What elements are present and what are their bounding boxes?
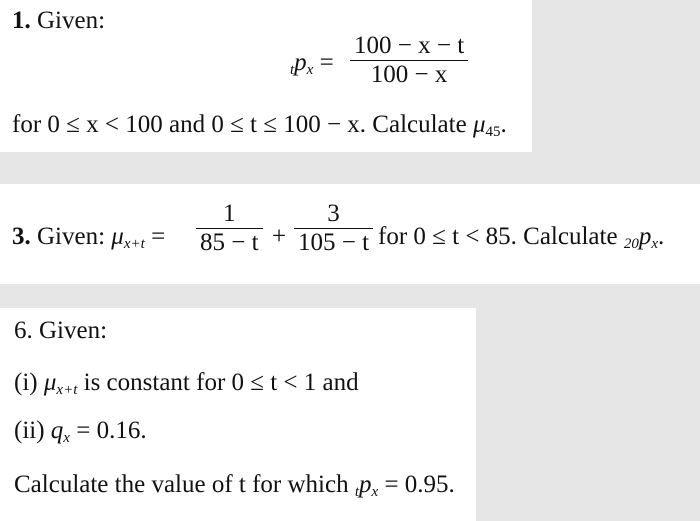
problem-6-question [14, 470, 455, 500]
problem-3-frac1-den: 85 − t [200, 229, 259, 256]
problem-1-number: 1. [12, 7, 31, 34]
problem-1-card [0, 0, 532, 152]
problem-6-label: Given: [39, 317, 108, 344]
problem-6-item2-text: = 0.16. [76, 417, 147, 444]
problem-6-item-1 [14, 368, 359, 398]
problem-6-item1-sub: x+t [56, 382, 78, 398]
problem-6-q-sub: x [371, 484, 379, 500]
problem-1-heading [12, 6, 105, 36]
problem-3-fraction-1 [196, 200, 263, 257]
problem-6-item1-prefix: (i) [14, 369, 38, 396]
problem-6-q-end: = 0.95. [384, 471, 455, 498]
problem-3-frac2-den: 105 − t [298, 229, 370, 256]
problem-1-target-var: μ [472, 111, 486, 138]
problem-1-denominator: 100 − x [370, 61, 448, 88]
problem-3-lhs-sub: x+t [123, 236, 145, 252]
problem-6-item2-prefix: (ii) [14, 417, 45, 444]
problem-1-lhs [290, 48, 334, 78]
problem-1-equals: = [319, 49, 334, 76]
problem-3-equals: = [151, 223, 166, 250]
problem-3-card [0, 184, 700, 284]
problem-6-item2-sub: x [63, 430, 70, 446]
problem-1-lhs-var: p [294, 49, 307, 76]
problem-3-frac2-num: 3 [327, 200, 340, 227]
problem-6-q-presub: t [354, 484, 360, 500]
problem-1-lhs-presub: t [290, 62, 295, 78]
problem-1-fraction [350, 32, 468, 89]
problem-3-target-sub: x [651, 236, 658, 252]
problem-1-condition: for 0 ≤ x < 100 and 0 ≤ t ≤ 100 − x. Calculate [12, 111, 467, 138]
problem-1-target-sub: 45 [485, 124, 501, 140]
problem-3-label: Given: [37, 223, 106, 250]
problem-6-card [0, 308, 476, 521]
problem-3-fraction-2 [294, 200, 373, 257]
problem-6-item1-text: is constant for 0 ≤ t < 1 and [83, 369, 359, 396]
problem-3-lhs-var: μ [111, 223, 124, 250]
problem-3-number: 3. [12, 223, 31, 250]
problem-3-target-var: p [638, 223, 652, 250]
problem-3-condition-line [378, 222, 664, 252]
problem-6-item-2 [14, 416, 147, 446]
problem-6-question-text: Calculate the value of t for which [14, 471, 349, 498]
problem-3-end: . [658, 223, 665, 250]
problem-3-frac1-num: 1 [223, 200, 236, 227]
problem-1-numerator: 100 − x − t [354, 32, 465, 59]
problem-3-target-presub: 20 [623, 236, 639, 252]
problem-1-condition-line [12, 110, 507, 140]
problem-6-item2-var: q [50, 417, 64, 444]
problem-6-number: 6. [14, 317, 33, 344]
problem-6-item1-var: μ [43, 369, 57, 396]
problem-3-condition: for 0 ≤ t < 85. Calculate [378, 223, 618, 250]
problem-6-heading [14, 316, 107, 346]
problem-3-plus: + [272, 223, 287, 250]
problem-3-heading [12, 222, 165, 252]
problem-1-lhs-sub: x [306, 62, 314, 78]
problem-1-end: . [500, 111, 507, 138]
problem-6-q-var: p [359, 471, 372, 498]
problem-1-label: Given: [37, 7, 106, 34]
